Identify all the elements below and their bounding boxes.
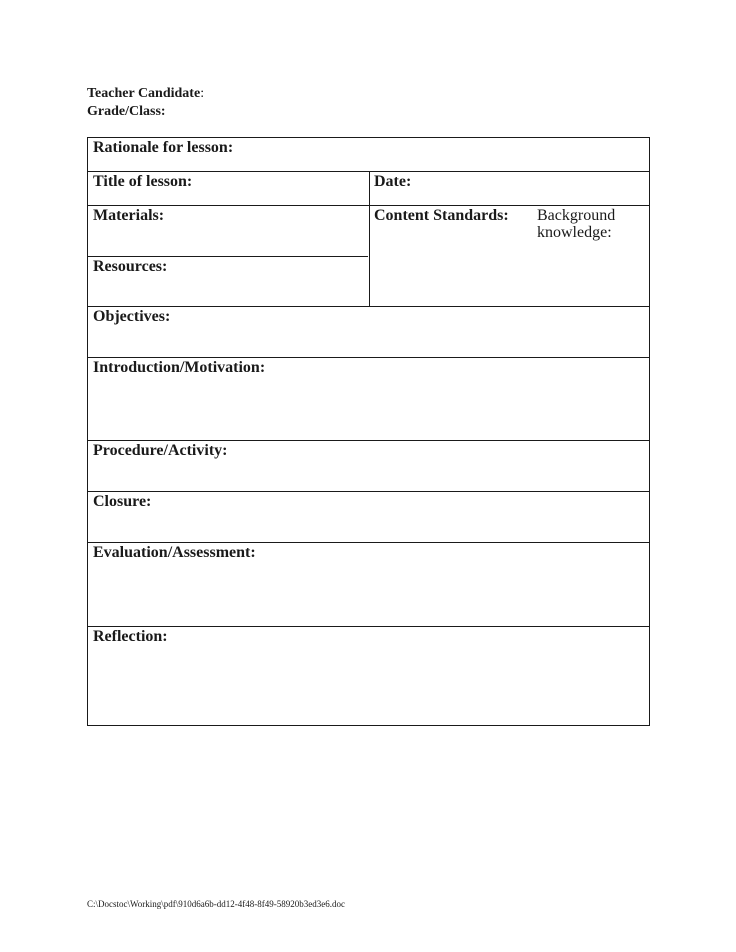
divider-procedure [88,491,649,492]
closure-field[interactable]: Closure: [93,493,152,510]
resources-field[interactable]: Resources: [93,258,168,275]
background-knowledge-field[interactable] [537,207,615,241]
reflection-field[interactable]: Reflection: [93,628,168,645]
divider-introduction [88,440,649,441]
teacher-candidate-colon: : [200,86,205,101]
teacher-candidate-label: Teacher Candidate [87,86,201,101]
column-divider [369,171,370,307]
divider-objectives [88,357,649,358]
teacher-candidate-line [87,86,204,102]
procedure-field[interactable]: Procedure/Activity: [93,442,228,459]
introduction-field[interactable]: Introduction/Motivation: [93,359,266,376]
background-knowledge-line2: knowledge: [537,224,612,241]
content-standards-field[interactable]: Content Standards: [374,207,509,224]
date-field[interactable]: Date: [374,173,412,190]
materials-field[interactable]: Materials: [93,207,165,224]
grade-class-label: Grade/Class: [87,104,166,119]
background-knowledge-line1: Background [537,207,616,224]
objectives-field[interactable]: Objectives: [93,308,171,325]
divider-closure [88,542,649,543]
document-path-footer: C:\Docstoc\Working\pdf\910d6a6b-dd12-4f48-8f49-58920b3ed3e6.doc [87,899,345,909]
title-field[interactable]: Title of lesson: [93,173,193,190]
rationale-field[interactable]: Rationale for lesson: [93,139,234,156]
lesson-plan-form [87,137,650,726]
evaluation-field[interactable]: Evaluation/Assessment: [93,544,256,561]
divider-materials [88,256,368,257]
divider-evaluation [88,626,649,627]
